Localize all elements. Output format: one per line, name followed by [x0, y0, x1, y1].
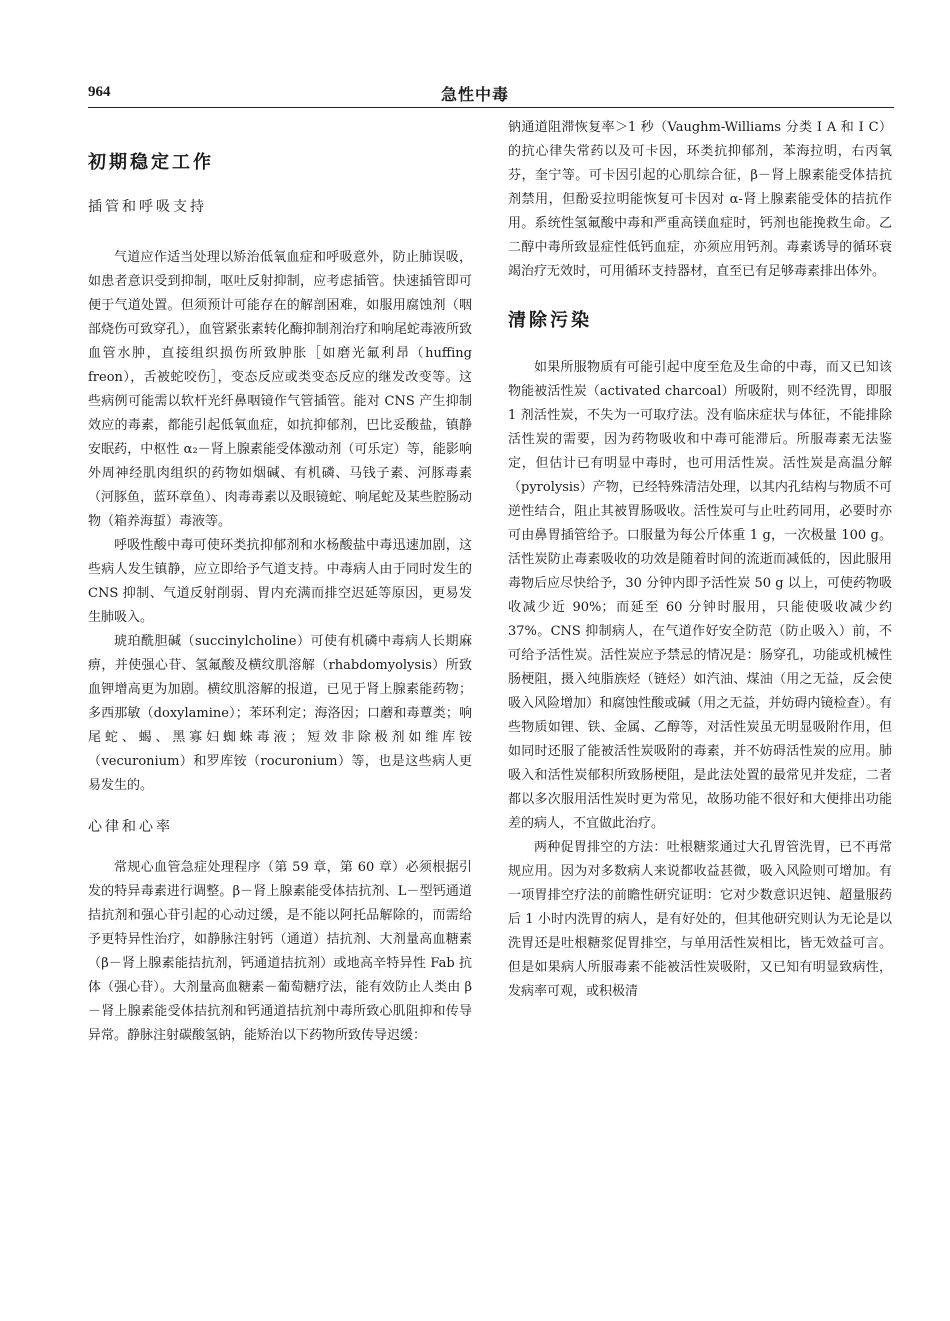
paragraph-gastric-emptying: 两种促胃排空的方法：吐根糖浆通过大孔胃管洗胃，已不再常规应用。因为对多数病人来说都收益甚微，吸入风险则可增加。有一项胃排空疗法的前瞻性研究证明：它对少数意识迟钝、超量服药后 1 小时内洗胃的病人，是有好处的，但其他研究则认为无论是以洗胃还是吐根糖浆促胃排空，与单用活性炭相比，皆无效益可言。但是如果病人所服毒素不能被活性炭吸附，又已知有明显致病性，发病率可观，或积极清: [508, 840, 892, 999]
subheading-intubation: 插管和呼吸支持: [88, 199, 207, 215]
paragraph-respiratory-acidosis: 呼吸性酸中毒可使环类抗抑郁剂和水杨酸盐中毒迅速加剧，这些病人发生镇静，应立即给予气道支持。中毒病人由于同时发生的 CNS 抑制、气道反射削弱、胃内充满而排空迟延等原因，更易发生肺吸入。: [88, 538, 472, 625]
header-rule: [88, 107, 894, 108]
section-title-initial-stabilization: 初期稳定工作: [88, 152, 214, 173]
paragraph-airway: 气道应作适当处理以矫治低氧血症和呼吸意外，防止肺误吸，如患者意识受到抑制，呕吐反射抑制，应考虑插管。快速插管即可便于气道处置。但须预计可能存在的解剖困难，如服用腐蚀剂（咽部烧伤可致穿孔），血管紧张素转化酶抑制剂治疗和响尾蛇毒液所致血管水肿，直接组织损伤所致肿胀［如磨光氟利昂（huffing freon），舌被蛇咬伤］，变态反应或类变态反应的继发改变等。这些病例可能需以软杆光纤鼻咽镜作气管插管。能对 CNS 产生抑制效应的毒素，都能引起低氧血症，如抗抑郁剂，巴比妥酸盐，镇静安眠药，中枢性 α₂－肾上腺素能受体激动剂（可乐定）等，能影响外周神经肌肉组织的药物如烟碱、有机磷、马钱子素、河豚毒素（河豚鱼，蓝环章鱼）、肉毒毒素以及眼镜蛇、响尾蛇及某些腔肠动物（箱养海蜇）毒液等。: [88, 250, 472, 529]
paragraph-sodium-channel-continued: 钠通道阻滞恢复率＞1 秒（Vaughm-Williams 分类 Ⅰ A 和 Ⅰ C）的抗心律失常药以及可卡因，环类抗抑郁剂，苯海拉明，右丙氧芬，奎宁等。可卡因引起的心肌综合征，β－肾上腺素能受体拮抗剂禁用，但酚妥拉明能恢复可卡因对 α-肾上腺素能受体的拮抗作用。系统性氢氟酸中毒和严重高镁血症时，钙剂也能挽救生命。乙二醇中毒所致显症性低钙血症，亦须应用钙剂。毒素诱导的循环衰竭治疗无效时，可用循环支持器材，直至已有足够毒素排出体外。: [508, 120, 892, 279]
page-number: 964: [88, 84, 111, 100]
paragraph-activated-charcoal: 如果所服物质有可能引起中度至危及生命的中毒，而又已知该物能被活性炭（activated charcoal）所吸附，则不经洗胃，即服 1 剂活性炭，不失为一可取疗法。没有临床症状与体征，不能排除活性炭的需要，因为药物吸收和中毒可能滞后。所服毒素无法鉴定，但估计已有明显中毒时，也可用活性炭。活性炭是高温分解（pyrolysis）产物，已经特殊清洁处理，以其内孔结构与物质不可逆性结合，阻止其被胃肠吸收。活性炭可与止吐药同用，必要时亦可由鼻胃插管给予。口服量为每公斤体重 1 g，一次极量 100 g。活性炭防止毒素吸收的功效是随着时间的流逝而减低的，因此服用毒物后应尽快给予，30 分钟内即予活性炭 50 g 以上，可使药物吸收减少近 90%；而延至 60 分钟时服用，只能使吸收减少约 37%。CNS 抑制病人，在气道作好安全防范（防止吸入）前，不可给予活性炭。活性炭应予禁忌的情况是：肠穿孔，功能或机械性肠梗阻，摄入纯脂族烃（链烃）如汽油、煤油（用之无益，反会使吸入风险增加）和腐蚀性酸或碱（用之无益，并妨碍内镜检查）。有些物质如锂、铁、金属、乙醇等，对活性炭虽无明显吸附作用，但如同时还服了能被活性炭吸附的毒素，并不妨碍活性炭的应用。肺吸入和活性炭郁积所致肠梗阻，是此法处置的最常见并发症，二者都以多次服用活性炭时更为常见，故肠功能不很好和大便排出功能差的病人，不宜做此治疗。: [508, 360, 892, 831]
section-title-decontamination: 清除污染: [508, 310, 592, 331]
paragraph-succinylcholine: 琥珀酰胆碱（succinylcholine）可使有机磷中毒病人长期麻痹，并使强心苷、氢氟酸及横纹肌溶解（rhabdomyolysis）所致血钾增高更为加剧。横纹肌溶解的报道，已见于肾上腺素能药物；多西那敏（doxylamine）；苯环利定；海洛因；口蘑和毒蕈类；响尾蛇、蝎、黑寡妇蜘蛛毒液；短效非除极剂如维库铵（vecuronium）和罗库铵（rocuronium）等，也是这些病人更易发生的。: [88, 634, 472, 793]
running-title: 急性中毒: [440, 85, 509, 104]
paragraph-cardiovascular: 常规心血管急症处理程序（第 59 章，第 60 章）必须根据引发的特异毒素进行调整。β－肾上腺素能受体拮抗剂、L－型钙通道拮抗剂和强心苷引起的心动过缓，是不能以阿托品解除的，而需给予更特异性治疗，如静脉注射钙（通道）拮抗剂、大剂量高血糖素（β－肾上腺素能拮抗剂，钙通道拮抗剂）或地高辛特异性 Fab 抗体（强心苷）。大剂量高血糖素－葡萄糖疗法，能有效防止人类由 β－肾上腺素能受体拮抗剂和钙通道拮抗剂中毒所致心肌阻抑和传导异常。静脉注射碳酸氢钠，能矫治以下药物所致传导迟缓：: [88, 860, 472, 1043]
right-column: [508, 116, 892, 1004]
left-column: [88, 116, 472, 1048]
subheading-cardiac-rhythm: 心律和心率: [88, 819, 173, 835]
